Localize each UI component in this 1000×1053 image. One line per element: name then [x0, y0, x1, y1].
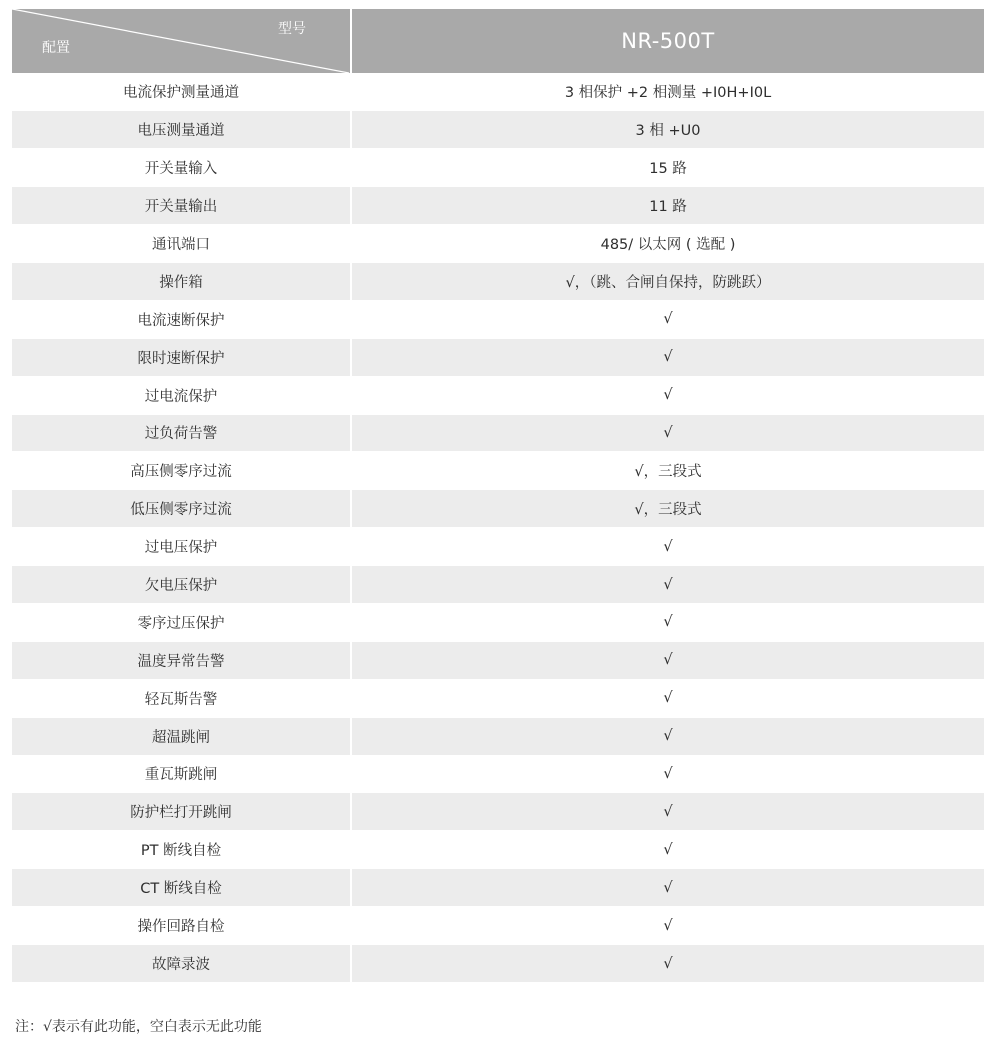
- feature-value-cell: √: [351, 641, 984, 679]
- table-row: [12, 907, 984, 945]
- feature-name-cell: 低压侧零序过流: [12, 490, 351, 528]
- feature-value-cell: 3 相保护 +2 相测量 +I0H+I0L: [351, 73, 984, 111]
- feature-value-cell: √: [351, 566, 984, 604]
- table-row: [12, 414, 984, 452]
- feature-value-cell: √，三段式: [351, 490, 984, 528]
- feature-value-cell: √: [351, 603, 984, 641]
- table-row: [12, 869, 984, 907]
- feature-name-cell: 通讯端口: [12, 225, 351, 263]
- feature-name-cell: 超温跳闸: [12, 717, 351, 755]
- table-row: [12, 641, 984, 679]
- feature-name-cell: 重瓦斯跳闸: [12, 755, 351, 793]
- feature-name-cell: 高压侧零序过流: [12, 452, 351, 490]
- feature-name-cell: 过电流保护: [12, 376, 351, 414]
- table-row: [12, 262, 984, 300]
- table-body: [12, 73, 984, 982]
- table-row: [12, 225, 984, 263]
- feature-value-cell: √: [351, 679, 984, 717]
- table-header-row: [12, 9, 984, 73]
- spec-table: [12, 9, 984, 982]
- feature-value-cell: 11 路: [351, 187, 984, 225]
- table-row: [12, 831, 984, 869]
- config-label: 配置: [42, 39, 70, 56]
- feature-name-cell: 开关量输出: [12, 187, 351, 225]
- feature-value-cell: √: [351, 414, 984, 452]
- feature-value-cell: √: [351, 755, 984, 793]
- table-row: [12, 755, 984, 793]
- feature-name-cell: PT 断线自检: [12, 831, 351, 869]
- feature-name-cell: 电流速断保护: [12, 300, 351, 338]
- feature-name-cell: 过负荷告警: [12, 414, 351, 452]
- feature-name-cell: 操作回路自检: [12, 907, 351, 945]
- table-row: [12, 300, 984, 338]
- feature-value-cell: 485/ 以太网 ( 选配 ): [351, 225, 984, 263]
- feature-value-cell: √: [351, 717, 984, 755]
- feature-value-cell: √，三段式: [351, 452, 984, 490]
- header-corner-cell: [12, 9, 351, 73]
- table-row: [12, 338, 984, 376]
- table-row: [12, 187, 984, 225]
- feature-name-cell: CT 断线自检: [12, 869, 351, 907]
- feature-name-cell: 零序过压保护: [12, 603, 351, 641]
- table-row: [12, 111, 984, 149]
- table-row: [12, 603, 984, 641]
- model-name-header: NR-500T: [351, 9, 984, 73]
- table-row: [12, 490, 984, 528]
- feature-name-cell: 过电压保护: [12, 528, 351, 566]
- feature-name-cell: 电流保护测量通道: [12, 73, 351, 111]
- feature-value-cell: √: [351, 907, 984, 945]
- feature-value-cell: √: [351, 300, 984, 338]
- model-label: 型号: [278, 21, 306, 37]
- feature-name-cell: 开关量输入: [12, 149, 351, 187]
- table-row: [12, 679, 984, 717]
- feature-name-cell: 欠电压保护: [12, 566, 351, 604]
- table-row: [12, 73, 984, 111]
- table-row: [12, 149, 984, 187]
- feature-value-cell: 3 相 +U0: [351, 111, 984, 149]
- feature-value-cell: √: [351, 944, 984, 982]
- table-row: [12, 793, 984, 831]
- feature-name-cell: 电压测量通道: [12, 111, 351, 149]
- table-row: [12, 452, 984, 490]
- feature-value-cell: √: [351, 869, 984, 907]
- feature-value-cell: √: [351, 376, 984, 414]
- feature-value-cell: √，（跳、合闸自保持，防跳跃）: [351, 262, 984, 300]
- feature-value-cell: √: [351, 528, 984, 566]
- feature-name-cell: 防护栏打开跳闸: [12, 793, 351, 831]
- feature-value-cell: √: [351, 338, 984, 376]
- table-row: [12, 566, 984, 604]
- table-row: [12, 717, 984, 755]
- footnote: 注：√表示有此功能，空白表示无此功能: [15, 1019, 262, 1035]
- feature-name-cell: 轻瓦斯告警: [12, 679, 351, 717]
- feature-name-cell: 操作箱: [12, 262, 351, 300]
- feature-value-cell: √: [351, 831, 984, 869]
- table-row: [12, 944, 984, 982]
- table-row: [12, 376, 984, 414]
- feature-name-cell: 限时速断保护: [12, 338, 351, 376]
- feature-value-cell: √: [351, 793, 984, 831]
- table-row: [12, 528, 984, 566]
- feature-name-cell: 故障录波: [12, 944, 351, 982]
- feature-value-cell: 15 路: [351, 149, 984, 187]
- feature-name-cell: 温度异常告警: [12, 641, 351, 679]
